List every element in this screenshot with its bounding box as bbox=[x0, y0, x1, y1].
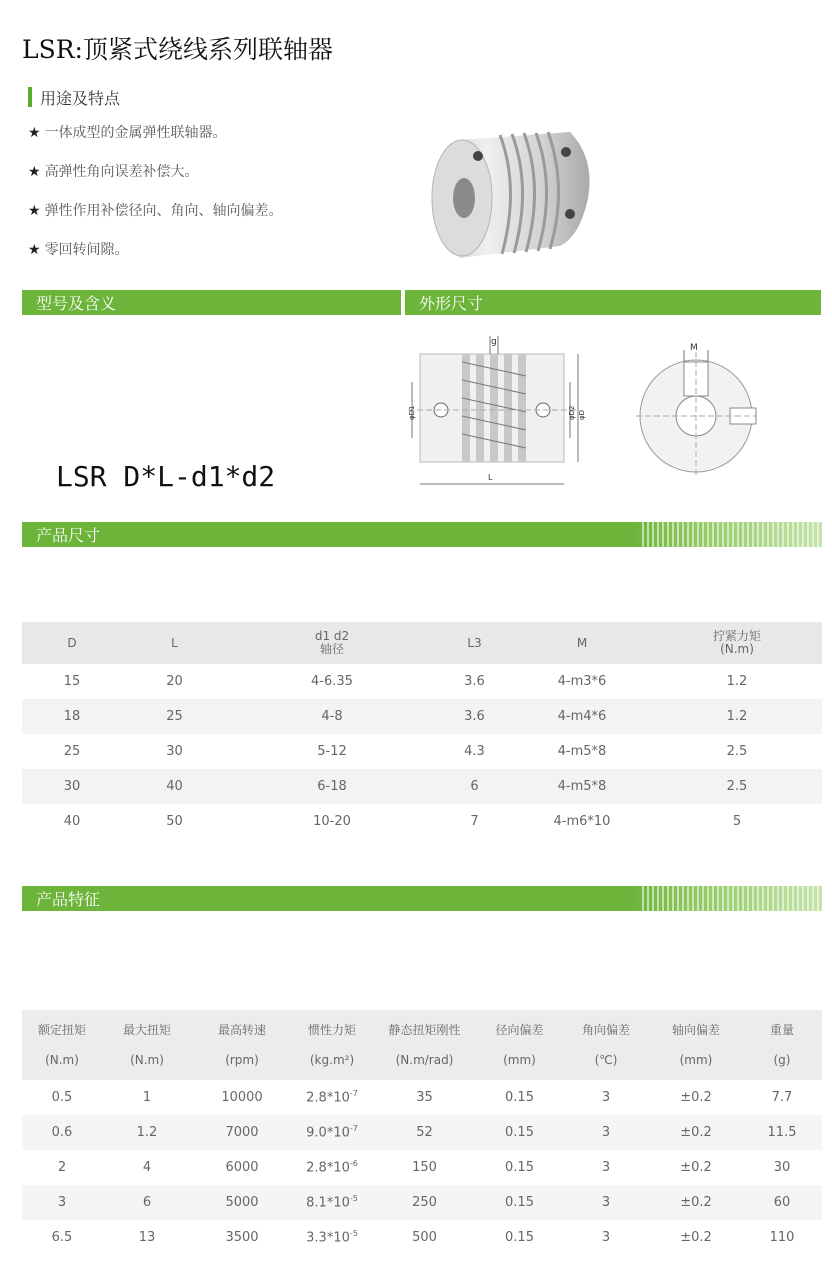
table-cell: 1 bbox=[142, 1090, 152, 1105]
table-cell: 3 bbox=[601, 1160, 611, 1175]
table-cell: 4-m3*6 bbox=[557, 674, 607, 689]
d1-label: φD1 bbox=[408, 405, 416, 420]
table-cell: 250 bbox=[372, 1185, 477, 1220]
table-row bbox=[22, 734, 822, 769]
header-cell: 最高转速 (rpm) bbox=[192, 1010, 292, 1080]
features-heading-label: 用途及特点 bbox=[40, 88, 121, 108]
header-cell: D bbox=[22, 622, 122, 664]
table-cell: 6.5 bbox=[51, 1230, 73, 1245]
table-row bbox=[22, 1150, 822, 1185]
table-cell: 10000 bbox=[221, 1090, 263, 1105]
header-cell: L bbox=[122, 622, 227, 664]
table-row bbox=[22, 1220, 822, 1255]
model-code: LSR D*L-d1*d2 bbox=[56, 460, 276, 493]
table-cell: ±0.2 bbox=[650, 1115, 742, 1150]
table-cell: 4-6.35 bbox=[311, 674, 353, 689]
table-cell: 1.2 bbox=[726, 674, 748, 689]
table-cell: 40 bbox=[122, 769, 227, 804]
table-cell: 0.15 bbox=[477, 1115, 562, 1150]
table-cell: 4-m5*8 bbox=[512, 769, 652, 804]
table-cell: 0.15 bbox=[505, 1230, 534, 1245]
table-cell: ±0.2 bbox=[680, 1090, 712, 1105]
table-cell: 0.6 bbox=[22, 1115, 102, 1150]
header-cell: 惯性力矩 (kg.m²) bbox=[292, 1010, 372, 1080]
table-cell: 3500 bbox=[225, 1230, 259, 1245]
banner-product-size: 产品尺寸 bbox=[22, 522, 822, 547]
table-cell: 6000 bbox=[225, 1160, 259, 1175]
table-cell: 0.15 bbox=[505, 1160, 534, 1175]
table-row bbox=[22, 1185, 822, 1220]
feature-item: ★ 高弹性角向误差补偿大。 bbox=[28, 164, 199, 180]
table-cell: 6 bbox=[102, 1185, 192, 1220]
size-table bbox=[22, 622, 822, 839]
table-cell: 4.3 bbox=[464, 744, 485, 759]
star-icon: ★ bbox=[28, 164, 41, 180]
table-cell: 7 bbox=[470, 814, 479, 829]
star-icon: ★ bbox=[28, 242, 41, 258]
table-row bbox=[22, 769, 822, 804]
table-cell: 4 bbox=[142, 1160, 152, 1175]
table-header-row bbox=[22, 1010, 822, 1080]
banner-product-features: 产品特征 bbox=[22, 886, 822, 911]
table-cell: $2.8*10^{-7}$ bbox=[306, 1089, 358, 1106]
table-cell: 7.7 bbox=[771, 1090, 793, 1105]
banner-dimensions: 外形尺寸 bbox=[405, 290, 821, 315]
table-cell: 5 bbox=[732, 814, 742, 829]
m-label: M bbox=[690, 343, 698, 353]
table-cell: 3 bbox=[601, 1230, 611, 1245]
table-cell: 3 bbox=[562, 1185, 650, 1220]
feature-item: ★ 弹性作用补偿径向、角向、轴向偏差。 bbox=[28, 203, 283, 219]
table-cell: ±0.2 bbox=[680, 1230, 712, 1245]
feature-list bbox=[28, 122, 283, 278]
table-cell: 0.15 bbox=[477, 1185, 562, 1220]
header-cell: 重量 (g) bbox=[742, 1010, 822, 1080]
table-row bbox=[22, 804, 822, 839]
table-cell: 25 bbox=[63, 744, 81, 759]
table-row bbox=[22, 664, 822, 699]
coupling-product-image bbox=[420, 118, 600, 268]
table-cell: 18 bbox=[22, 699, 122, 734]
table-cell: 5000 bbox=[192, 1185, 292, 1220]
table-cell: 60 bbox=[742, 1185, 822, 1220]
table-cell: 50 bbox=[166, 814, 183, 829]
table-cell: 30 bbox=[166, 744, 183, 759]
table-cell: $2.8*10^{-6}$ bbox=[306, 1159, 358, 1176]
table-cell: 6 bbox=[437, 769, 512, 804]
table-cell: 3 bbox=[601, 1090, 611, 1105]
table-cell: 3.6 bbox=[464, 674, 485, 689]
coupling-side-view-drawing bbox=[398, 332, 586, 492]
table-cell: $8.1*10^{-5}$ bbox=[292, 1185, 372, 1220]
table-row bbox=[22, 1115, 822, 1150]
table-cell: 500 bbox=[412, 1230, 437, 1245]
table-cell: 110 bbox=[769, 1230, 795, 1245]
table-cell: 4-m5*8 bbox=[557, 744, 607, 759]
table-cell: 4-m6*10 bbox=[553, 814, 611, 829]
table-cell: 13 bbox=[138, 1230, 156, 1245]
feature-table bbox=[22, 1010, 822, 1255]
header-cell: M bbox=[512, 622, 652, 664]
banner-model-meaning: 型号及含义 bbox=[22, 290, 401, 315]
table-header-row bbox=[22, 622, 822, 664]
table-cell: 10-20 bbox=[313, 814, 351, 829]
table-cell: 20 bbox=[166, 674, 183, 689]
table-cell: 2 bbox=[57, 1160, 67, 1175]
table-cell: $9.0*10^{-7}$ bbox=[292, 1115, 372, 1150]
table-cell: 0.15 bbox=[505, 1090, 534, 1105]
table-cell: 30 bbox=[22, 769, 122, 804]
header-cell: 轴向偏差 (mm) bbox=[650, 1010, 742, 1080]
table-cell: 6-18 bbox=[227, 769, 437, 804]
table-cell: 11.5 bbox=[742, 1115, 822, 1150]
table-row bbox=[22, 699, 822, 734]
header-cell: d1 d2 轴径 bbox=[227, 622, 437, 664]
table-row bbox=[22, 1080, 822, 1115]
table-cell: 2.5 bbox=[652, 769, 822, 804]
table-cell: 52 bbox=[372, 1115, 477, 1150]
gap-label: g bbox=[491, 337, 497, 347]
table-cell: 7000 bbox=[192, 1115, 292, 1150]
header-cell: 拧紧力矩 (N.m) bbox=[652, 622, 822, 664]
header-cell: 径向偏差 (mm) bbox=[477, 1010, 562, 1080]
table-cell: 2.5 bbox=[726, 744, 748, 759]
header-cell: 最大扭矩 (N.m) bbox=[102, 1010, 192, 1080]
table-cell: 35 bbox=[416, 1090, 433, 1105]
coupling-end-view-drawing bbox=[632, 340, 760, 480]
table-cell: 3 bbox=[562, 1115, 650, 1150]
table-cell: 15 bbox=[63, 674, 81, 689]
table-cell: 30 bbox=[773, 1160, 791, 1175]
table-cell: 0.5 bbox=[51, 1090, 73, 1105]
header-cell: L3 bbox=[437, 622, 512, 664]
star-icon: ★ bbox=[28, 125, 41, 141]
d-label: φD bbox=[578, 409, 586, 420]
heading-accent-bar bbox=[28, 87, 32, 107]
table-cell: 4-m4*6 bbox=[512, 699, 652, 734]
table-cell: 4-8 bbox=[227, 699, 437, 734]
table-cell: ±0.2 bbox=[650, 1185, 742, 1220]
header-cell: 角向偏差 (℃) bbox=[562, 1010, 650, 1080]
table-cell: 150 bbox=[412, 1160, 437, 1175]
table-cell: ±0.2 bbox=[680, 1160, 712, 1175]
table-cell: 3.6 bbox=[437, 699, 512, 734]
header-cell: 静态扭矩刚性 (N.m/rad) bbox=[372, 1010, 477, 1080]
star-icon: ★ bbox=[28, 203, 41, 219]
feature-item: ★ 一体成型的金属弹性联轴器。 bbox=[28, 125, 227, 141]
page-title: LSR:顶紧式绕线系列联轴器 bbox=[22, 35, 333, 64]
table-cell: 3 bbox=[22, 1185, 102, 1220]
table-cell: 5-12 bbox=[317, 744, 347, 759]
d2-label: φD2 bbox=[568, 405, 576, 420]
table-cell: 25 bbox=[122, 699, 227, 734]
header-cell: 额定扭矩 (N.m) bbox=[22, 1010, 102, 1080]
table-cell: 1.2 bbox=[652, 699, 822, 734]
feature-item: ★ 零回转间隙。 bbox=[28, 242, 129, 258]
table-cell: $3.3*10^{-5}$ bbox=[306, 1229, 358, 1246]
table-cell: 1.2 bbox=[102, 1115, 192, 1150]
length-label: L bbox=[488, 473, 493, 482]
table-cell: 40 bbox=[63, 814, 81, 829]
features-heading bbox=[28, 86, 120, 108]
